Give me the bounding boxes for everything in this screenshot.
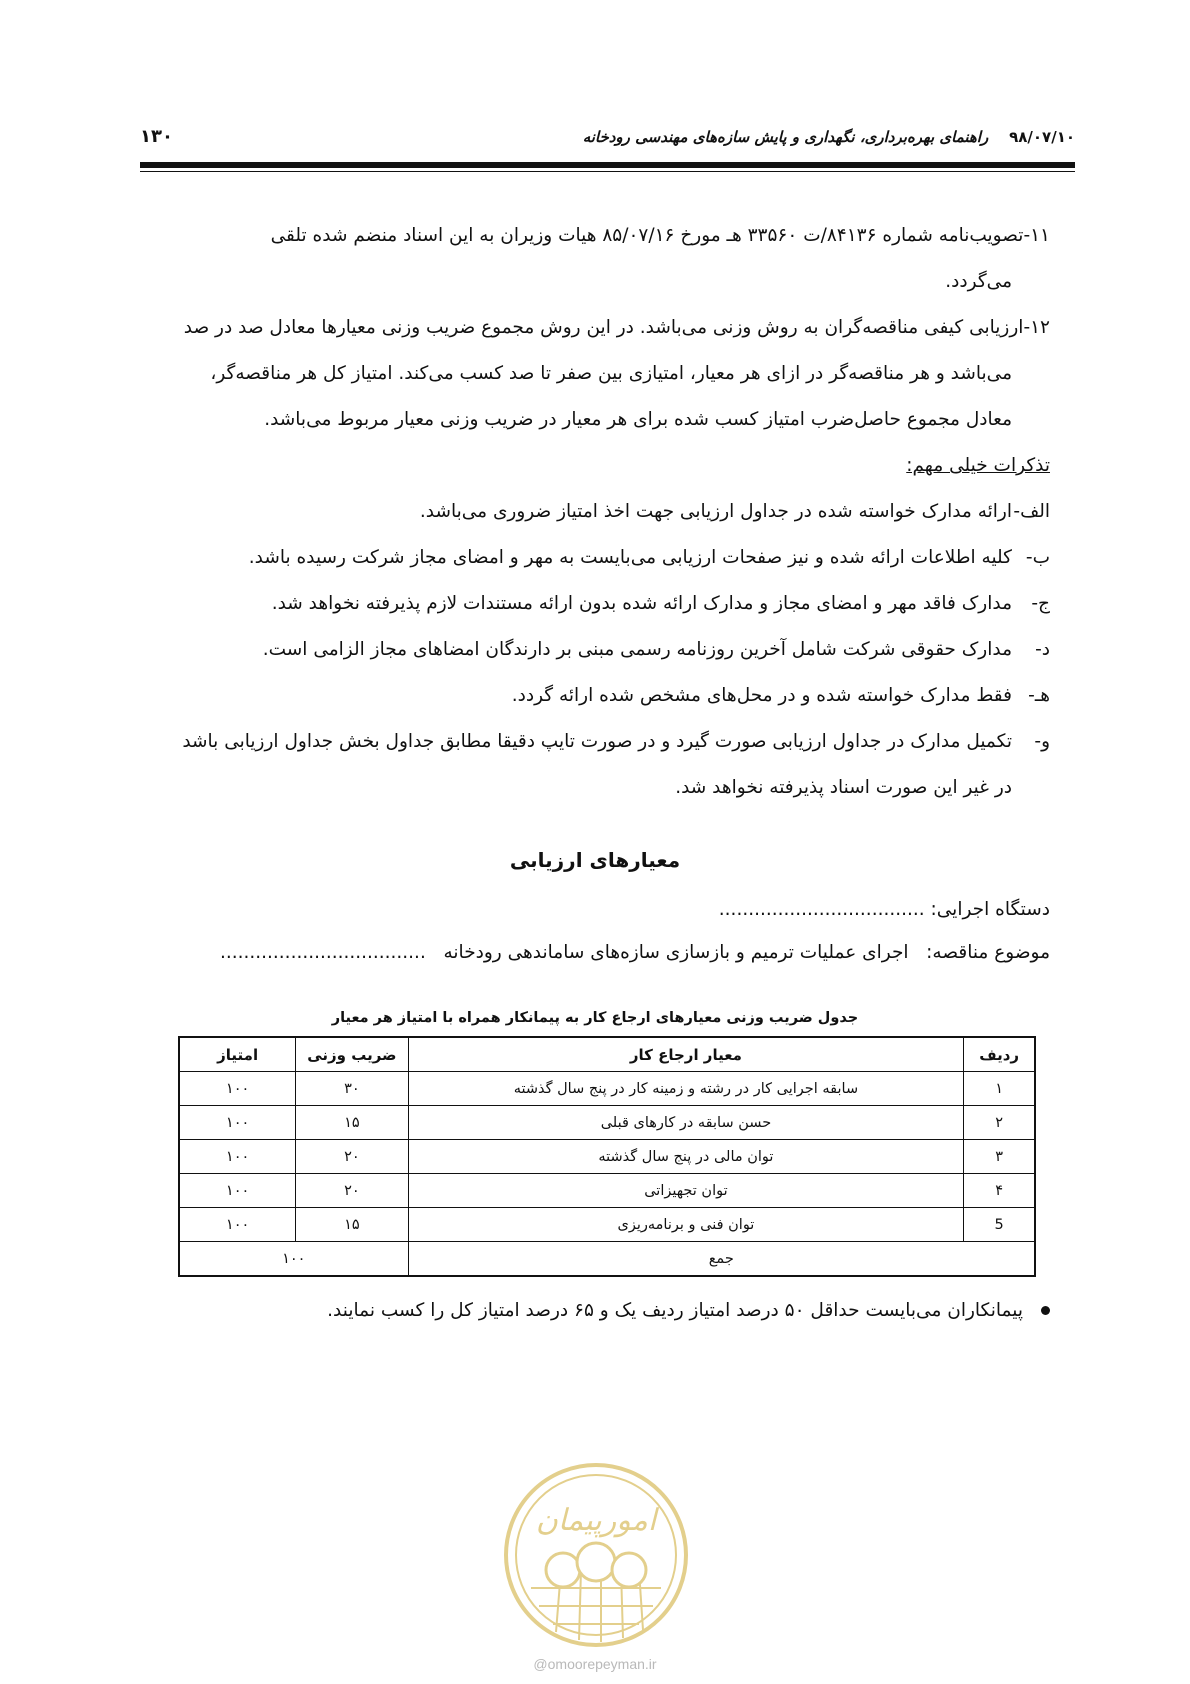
header-score: امتیاز (179, 1037, 296, 1072)
paragraph-line: معادل مجموع حاصل‌ضرب امتیاز کسب شده برای هر معیار در ضریب وزنی معیار مربوط می‌باشد. (264, 409, 1012, 430)
cell-score: ۱۰۰ (179, 1072, 296, 1106)
note-item (140, 489, 1050, 535)
total-label: جمع (408, 1242, 1035, 1277)
subject-dots: ................................... (220, 942, 426, 963)
paragraph-label: ۱۲- (1023, 317, 1050, 338)
subject-label: موضوع مناقصه: (926, 942, 1050, 963)
cell-weight: ۱۵ (296, 1208, 408, 1242)
paragraph-label: ۱۱- (1023, 225, 1050, 246)
evaluation-table (178, 1036, 1036, 1277)
agency-value: ................................... (718, 899, 925, 920)
note-marker: الف- (1013, 501, 1050, 522)
watermark-site: @omoorepeyman.ir (533, 1656, 657, 1672)
cell-criterion: سابقه اجرایی کار در رشته و زمینه کار در پنج سال گذشته (408, 1072, 964, 1106)
paragraph-11 (140, 213, 1050, 305)
table-row (179, 1140, 1035, 1174)
note-line: در غیر این صورت اسناد پذیرفته نخواهد شد. (675, 777, 1012, 798)
seal-script-text: امورپیمان (535, 1503, 657, 1538)
table-row (179, 1072, 1035, 1106)
table-total-row (179, 1242, 1035, 1277)
body-text (140, 213, 1050, 811)
note-marker: و- (1034, 731, 1050, 752)
note-text: ارائه مدارک خواسته شده در جداول ارزیابی جهت اخذ امتیاز ضروری می‌باشد. (419, 501, 1012, 522)
cell-row-number: ۳ (964, 1140, 1035, 1174)
subject-value: اجرای عملیات ترمیم و بازسازی سازه‌های ساماندهی رودخانه (443, 942, 909, 963)
agency-label: دستگاه اجرایی: (930, 899, 1050, 920)
header-title-group (583, 128, 1075, 146)
agency-field (719, 899, 1050, 920)
header-row-number: ردیف (964, 1037, 1035, 1072)
note-item (140, 627, 1050, 673)
note-marker: ج- (1031, 593, 1050, 614)
bullet-icon (1041, 1306, 1050, 1315)
paragraph-line: ارزیابی کیفی مناقصه‌گران به روش وزنی می‌باشد. در این روش مجموع ضریب وزنی معیارها معادل صد در صد (183, 317, 1024, 338)
note-line: تکمیل مدارک در جداول ارزیابی صورت گیرد و در صورت تایپ دقیقا مطابق جداول بخش جداول ارزیابی باشد (182, 731, 1012, 752)
table-header-row (179, 1037, 1035, 1072)
note-text: مدارک فاقد مهر و امضای مجاز و مدارک ارائه شده بدون ارائه مستندات لازم پذیرفته نخواهد شد. (271, 593, 1012, 614)
cell-row-number: ۲ (964, 1106, 1035, 1140)
cell-weight: ۲۰ (296, 1174, 408, 1208)
note-item (140, 719, 1050, 811)
cell-weight: ۱۵ (296, 1106, 408, 1140)
header-rule-thick (140, 162, 1075, 168)
bullet-text: پیمانکاران می‌بایست حداقل ۵۰ درصد امتیاز ردیف یک و ۶۵ درصد امتیاز کل را کسب نمایند. (327, 1300, 1023, 1321)
header-criterion: معیار ارجاع کار (408, 1037, 964, 1072)
table-row (179, 1174, 1035, 1208)
header-title: راهنمای بهره‌برداری، نگهداری و پایش سازه‌های مهندسی رودخانه (582, 128, 989, 146)
note-item (140, 535, 1050, 581)
cell-row-number: ۱ (964, 1072, 1035, 1106)
notes-title: تذکرات خیلی مهم: (906, 455, 1050, 476)
note-marker: ب- (1025, 547, 1050, 568)
cell-weight: ۳۰ (296, 1072, 408, 1106)
note-text: مدارک حقوقی شرکت شامل آخرین روزنامه رسمی مبنی بر دارندگان امضاهای مجاز الزامی است. (262, 639, 1012, 660)
note-item (140, 673, 1050, 719)
note-marker: د- (1035, 639, 1050, 660)
cell-weight: ۲۰ (296, 1140, 408, 1174)
cell-criterion: توان فنی و برنامه‌ریزی (408, 1208, 964, 1242)
note-text: فقط مدارک خواسته شده و در محل‌های مشخص شده ارائه گردد. (511, 685, 1012, 706)
paragraph-line: می‌گردد. (945, 271, 1012, 292)
cell-criterion: توان مالی در پنج سال گذشته (408, 1140, 964, 1174)
table-caption: جدول ضریب وزنی معیارهای ارجاع کار به پیمانکار همراه با امتیاز هر معیار (331, 1010, 859, 1026)
header-date: ۹۸/۰۷/۱۰ (1009, 128, 1075, 146)
total-value: ۱۰۰ (179, 1242, 408, 1277)
section-title: معیارهای ارزیابی (509, 848, 681, 872)
note-text: کلیه اطلاعات ارائه شده و نیز صفحات ارزیابی می‌بایست به مهر و امضای مجاز شرکت رسیده باشد. (248, 547, 1012, 568)
cell-criterion: حسن سابقه در کارهای قبلی (408, 1106, 964, 1140)
watermark-seal-logo (501, 1460, 691, 1650)
cell-score: ۱۰۰ (179, 1140, 296, 1174)
cell-score: ۱۰۰ (179, 1208, 296, 1242)
note-text (140, 719, 1012, 811)
cell-criterion: توان تجهیزاتی (408, 1174, 964, 1208)
subject-field (220, 942, 1050, 963)
paragraph-line: تصویب‌نامه شماره ۸۴۱۳۶/ت ۳۳۵۶۰ هـ مورخ ۸۵/۰۷/۱۶ هیات وزیران به این اسناد منضم شده تلقی (270, 225, 1024, 246)
running-header (140, 126, 1075, 147)
page-number: ۱۳۰ (140, 126, 173, 147)
paragraph-line: می‌باشد و هر مناقصه‌گر در ازای هر معیار، امتیازی بین صفر تا صد کسب می‌کند. امتیاز کل هر مناقصه‌گر، (210, 363, 1012, 384)
cell-score: ۱۰۰ (179, 1106, 296, 1140)
cell-row-number: 5 (964, 1208, 1035, 1242)
table-row (179, 1208, 1035, 1242)
table-row (179, 1106, 1035, 1140)
cell-row-number: ۴ (964, 1174, 1035, 1208)
bullet-note (327, 1300, 1050, 1321)
note-item (140, 581, 1050, 627)
seal-gear-icons (546, 1543, 646, 1587)
header-rule-thin (140, 171, 1075, 172)
header-weight: ضریب وزنی (296, 1037, 408, 1072)
note-marker: هـ- (1028, 685, 1050, 706)
paragraph-12 (140, 305, 1050, 443)
cell-score: ۱۰۰ (179, 1174, 296, 1208)
